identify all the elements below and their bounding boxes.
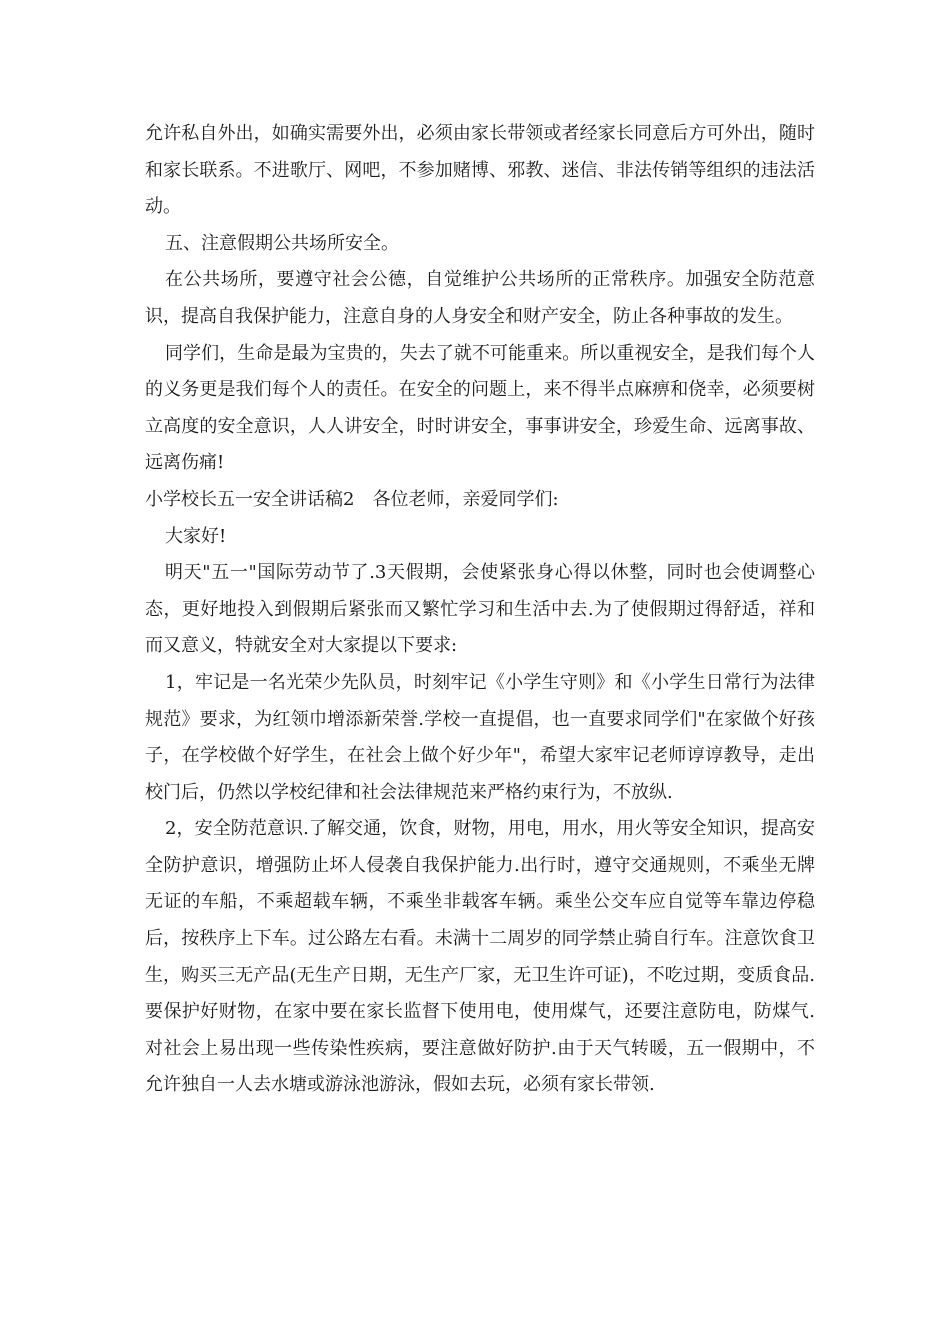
paragraph: 允许私自外出，如确实需要外出，必须由家长带领或者经家长同意后方可外出，随时和家长联系。不进歌厅、网吧，不参加赌博、邪教、迷信、非法传销等组织的违法活动。 [145, 123, 815, 218]
paragraph: 明天"五一"国际劳动节了.3天假期，会使紧张身心得以休整，同时也会使调整心态，更好地投入到假期后紧张而又繁忙学习和生活中去.为了使假期过得舒适，祥和而又意义，特就安全对大家提以下要求: [145, 562, 815, 657]
greeting: 大家好! [165, 525, 227, 547]
numbered-item: 2，安全防范意识.了解交通，饮食，财物，用电，用水，用火等安全知识，提高安全防护意识，增强防止坏人侵袭自我保护能力.出行时，遵守交通规则，不乘坐无牌无证的车船，不乘超载车辆，不乘坐非载客车辆。乘坐公交车应自觉等车靠边停稳后，按秩序上下车。过公路左右看。未满十二周岁的同学禁止骑自行车。注意饮食卫生，购买三无产品(无生产日期，无生产厂家，无卫生许可证)，不吃过期，变质食品.要保护好财物，在家中要在家长监督下使用电，使用煤气，还要注意防电，防煤气.对社会上易出现一些传染性疾病，要注意做好防护.由于天气转暖，五一假期中，不允许独自一人去水塘或游泳池游泳，假如去玩，必须有家长带领. [145, 818, 815, 1096]
paragraph: 在公共场所，要遵守社会公德，自觉维护公共场所的正常秩序。加强安全防范意识，提高自我保护能力，注意自身的人身安全和财产安全，防止各种事故的发生。 [145, 269, 815, 327]
section-heading: 五、注意假期公共场所安全。 [165, 232, 399, 254]
paragraph: 同学们，生命是最为宝贵的，失去了就不可能重来。所以重视安全，是我们每个人的义务更是我们每个人的责任。在安全的问题上，来不得半点麻痹和侥幸，必须要树立高度的安全意识，人人讲安全，时时讲安全，事事讲安全，珍爱生命、远离事故、远离伤痛! [145, 342, 815, 474]
speech-title: 小学校长五一安全讲话稿2 各位老师，亲爱同学们: [145, 488, 559, 510]
document-body [145, 116, 815, 1104]
numbered-item: 1，牢记是一名光荣少先队员，时刻牢记《小学生守则》和《小学生日常行为法律规范》要求，为红领巾增添新荣誉.学校一直提倡，也一直要求同学们"在家做个好孩子，在学校做个好学生，在社会上做个好少年"，希望大家牢记老师谆谆教导，走出校门后，仍然以学校纪律和社会法律规范来严格约束行为，不放纵. [145, 671, 815, 803]
